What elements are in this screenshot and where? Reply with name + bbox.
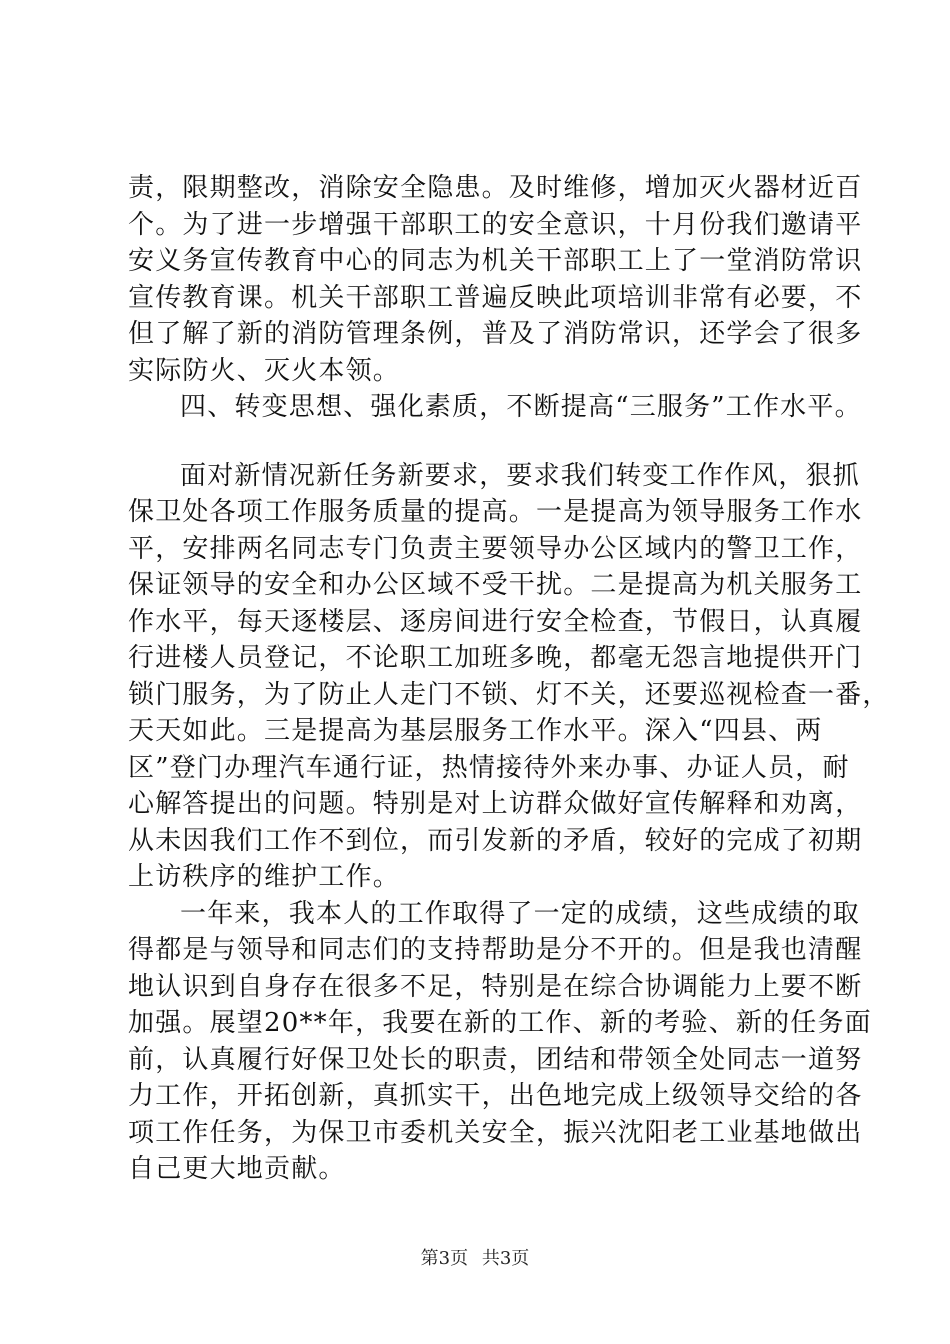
- text-line: 安义务宣传教育中心的同志为机关干部职工上了一堂消防常识: [128, 246, 863, 276]
- paragraph-gap: [128, 426, 828, 458]
- text-line: 保证领导的安全和办公区域不受干扰。二是提高为机关服务工: [128, 570, 863, 600]
- text-line: 前，认真履行好保卫处长的职责，团结和带领全处同志一道努: [128, 1044, 863, 1075]
- text-line: 加强。展望20**年，我要在新的工作、新的考验、新的任务面: [128, 1008, 872, 1038]
- text-line: 上访秩序的维护工作。: [128, 862, 401, 892]
- page-total: 共3页: [481, 1248, 530, 1269]
- text-line: 实际防火、灭火本领。: [128, 355, 401, 386]
- text-line: 区”登门办理汽车通行证，热情接待外来办事、办证人员，耐: [128, 752, 850, 783]
- text-line: 作水平，每天逐楼层、逐房间进行安全检查，节假日，认真履: [128, 606, 863, 637]
- text-line: 锁门服务，为了防止人走门不锁、灯不关，还要巡视检查一番，: [128, 679, 890, 710]
- text-line: 平，安排两名同志专门负责主要领导办公区域内的警卫工作，: [128, 533, 863, 564]
- text-line: 地认识到自身存在很多不足，特别是在综合协调能力上要不断: [128, 971, 863, 1002]
- text-line: 力工作，开拓创新，真抓实干，出色地完成上级领导交给的各: [128, 1081, 863, 1111]
- text-line: 但了解了新的消防管理条例，普及了消防常识，还学会了很多: [128, 319, 863, 349]
- text-line: 项工作任务，为保卫市委机关安全，振兴沈阳老工业基地做出: [128, 1117, 863, 1148]
- text-line: 四、转变思想、强化素质，不断提高“三服务”工作水平。: [180, 392, 862, 422]
- text-line: 从未因我们工作不到位，而引发新的矛盾，较好的完成了初期: [128, 825, 863, 856]
- text-line: 责，限期整改，消除安全隐患。及时维修，增加灭火器材近百: [128, 173, 863, 203]
- text-line: 一年来，我本人的工作取得了一定的成绩，这些成绩的取: [180, 898, 861, 929]
- text-line: 心解答提出的问题。特别是对上访群众做好宣传解释和劝离，: [128, 789, 863, 819]
- document-body: [128, 170, 890, 1188]
- text-line: 个。为了进一步增强干部职工的安全意识，十月份我们邀请平: [128, 209, 863, 240]
- text-line: 得都是与领导和同志们的支持帮助是分不开的。但是我也清醒: [128, 935, 863, 965]
- page-number: 第3页: [420, 1248, 469, 1269]
- text-line: 天天如此。三是提高为基层服务工作水平。深入“四县、两: [128, 716, 823, 746]
- text-line: 面对新情况新任务新要求，要求我们转变工作作风，狠抓: [180, 460, 861, 491]
- text-line: 宣传教育课。机关干部职工普遍反映此项培训非常有必要，不: [128, 282, 863, 313]
- text-line: 保卫处各项工作服务质量的提高。一是提高为领导服务工作水: [128, 497, 863, 527]
- text-line: 自己更大地贡献。: [128, 1154, 346, 1184]
- page-footer: [0, 1244, 950, 1270]
- text-line: 行进楼人员登记，不论职工加班多晚，都毫无怨言地提供开门: [128, 643, 863, 673]
